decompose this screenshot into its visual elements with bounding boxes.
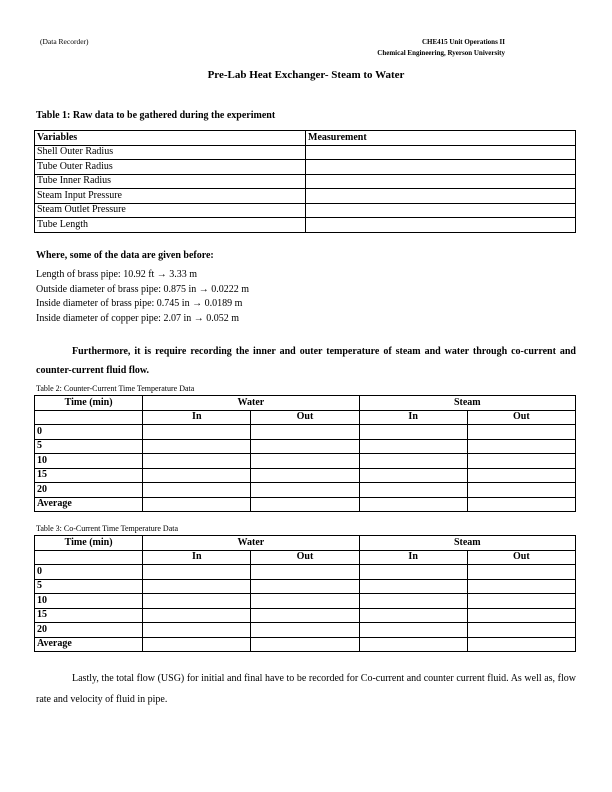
data-cell[interactable] <box>143 637 251 652</box>
time-header: Time (min) <box>35 536 143 551</box>
data-cell[interactable] <box>359 454 467 469</box>
data-cell[interactable] <box>467 637 575 652</box>
steam-out-header: Out <box>467 410 575 425</box>
variable-cell: Tube Length <box>35 218 306 233</box>
data-cell[interactable] <box>359 425 467 440</box>
data-cell[interactable] <box>143 565 251 580</box>
average-cell: Average <box>35 637 143 652</box>
measurement-cell[interactable] <box>306 160 576 175</box>
table-row <box>35 454 576 469</box>
time-cell: 5 <box>35 579 143 594</box>
paragraph-recording: Furthermore, it is require recording the inner and outer temperature of steam and water through co-current and counter-current fluid flow. <box>36 346 576 376</box>
given-line: Inside diameter of copper pipe: 2.07 in → 0.052 m <box>36 312 240 324</box>
water-header: Water <box>143 536 359 551</box>
given-line: Inside diameter of brass pipe: 0.745 in → 0.0189 m <box>36 298 243 309</box>
table-row <box>35 637 576 652</box>
data-cell[interactable] <box>467 497 575 512</box>
variable-cell: Steam Input Pressure <box>35 189 306 204</box>
data-cell[interactable] <box>143 439 251 454</box>
data-cell[interactable] <box>143 425 251 440</box>
counter-current-table <box>34 395 576 512</box>
table-row <box>35 439 576 454</box>
time-cell: 0 <box>35 565 143 580</box>
time-cell: 20 <box>35 623 143 638</box>
data-cell[interactable] <box>467 425 575 440</box>
time-cell: 0 <box>35 425 143 440</box>
table-row <box>35 594 576 609</box>
data-cell[interactable] <box>359 468 467 483</box>
table-row <box>35 203 576 218</box>
data-cell[interactable] <box>143 623 251 638</box>
data-cell[interactable] <box>467 483 575 498</box>
time-cell: 15 <box>35 608 143 623</box>
time-cell: 10 <box>35 594 143 609</box>
time-cell: 15 <box>35 468 143 483</box>
steam-header: Steam <box>359 536 575 551</box>
variable-cell: Steam Outlet Pressure <box>35 203 306 218</box>
water-header: Water <box>143 396 359 411</box>
table-row <box>35 565 576 580</box>
data-cell[interactable] <box>359 579 467 594</box>
table-row <box>35 145 576 160</box>
data-cell[interactable] <box>251 425 359 440</box>
variable-cell: Shell Outer Radius <box>35 145 306 160</box>
data-cell[interactable] <box>251 454 359 469</box>
data-cell[interactable] <box>467 565 575 580</box>
measurement-header: Measurement <box>306 131 576 146</box>
time-cell: 10 <box>35 454 143 469</box>
data-cell[interactable] <box>251 439 359 454</box>
steam-in-header: In <box>359 550 467 565</box>
data-cell[interactable] <box>359 608 467 623</box>
measurement-cell[interactable] <box>306 174 576 189</box>
table-row <box>35 579 576 594</box>
blank-header <box>35 550 143 565</box>
time-cell: 5 <box>35 439 143 454</box>
water-out-header: Out <box>251 550 359 565</box>
water-in-header: In <box>143 410 251 425</box>
data-cell[interactable] <box>467 454 575 469</box>
given-line: Outside diameter of brass pipe: 0.875 in → 0.0222 m <box>36 283 250 295</box>
water-in-header: In <box>143 550 251 565</box>
data-cell[interactable] <box>143 468 251 483</box>
table-header-row <box>35 536 576 551</box>
steam-header: Steam <box>359 396 575 411</box>
data-cell[interactable] <box>143 579 251 594</box>
data-cell[interactable] <box>251 579 359 594</box>
data-cell[interactable] <box>143 594 251 609</box>
data-cell[interactable] <box>467 468 575 483</box>
given-data-list <box>36 268 249 326</box>
data-cell[interactable] <box>359 565 467 580</box>
raw-data-table <box>34 130 576 233</box>
data-cell[interactable] <box>467 623 575 638</box>
data-cell[interactable] <box>251 483 359 498</box>
table-subheader-row <box>35 410 576 425</box>
table-row <box>35 425 576 440</box>
paragraph-flow: Lastly, the total flow (USG) for initial and final have to be recorded for Co-current and counter current fluid. As well as, flow rate and velocity of fluid in pipe. <box>36 673 576 705</box>
data-cell[interactable] <box>467 579 575 594</box>
data-cell[interactable] <box>143 454 251 469</box>
co-current-table <box>34 535 576 652</box>
table-row <box>35 160 576 175</box>
variables-header: Variables <box>35 131 306 146</box>
variable-cell: Tube Outer Radius <box>35 160 306 175</box>
table-row <box>35 468 576 483</box>
data-cell[interactable] <box>143 483 251 498</box>
table-row <box>35 483 576 498</box>
data-cell[interactable] <box>467 594 575 609</box>
variable-cell: Tube Inner Radius <box>35 174 306 189</box>
time-cell: 20 <box>35 483 143 498</box>
table-row <box>35 174 576 189</box>
table1-caption: Table 1: Raw data to be gathered during the experiment <box>36 110 276 121</box>
data-cell[interactable] <box>251 608 359 623</box>
water-out-header: Out <box>251 410 359 425</box>
measurement-cell[interactable] <box>306 145 576 160</box>
header-right <box>377 37 505 59</box>
average-cell: Average <box>35 497 143 512</box>
page-title: Pre-Lab Heat Exchanger- Steam to Water <box>207 69 405 81</box>
table-subheader-row <box>35 550 576 565</box>
table-row <box>35 497 576 512</box>
table-row <box>35 189 576 204</box>
header-department: Chemical Engineering, Ryerson University <box>377 49 505 57</box>
data-cell[interactable] <box>251 594 359 609</box>
header-course: CHE415 Unit Operations II <box>421 38 505 46</box>
data-cell[interactable] <box>359 497 467 512</box>
data-cell[interactable] <box>251 637 359 652</box>
data-cell[interactable] <box>251 468 359 483</box>
table-header-row <box>35 131 576 146</box>
table3-caption: Table 3: Co-Current Time Temperature Data <box>36 524 179 533</box>
measurement-cell[interactable] <box>306 189 576 204</box>
given-heading: Where, some of the data are given before: <box>36 250 214 261</box>
table-header-row <box>35 396 576 411</box>
steam-out-header: Out <box>467 550 575 565</box>
table2-caption: Table 2: Counter-Current Time Temperature Data <box>36 384 195 393</box>
data-cell[interactable] <box>359 594 467 609</box>
data-cell[interactable] <box>143 608 251 623</box>
measurement-cell[interactable] <box>306 203 576 218</box>
time-header: Time (min) <box>35 396 143 411</box>
data-cell[interactable] <box>467 439 575 454</box>
data-cell[interactable] <box>359 439 467 454</box>
steam-in-header: In <box>359 410 467 425</box>
data-cell[interactable] <box>251 565 359 580</box>
blank-header <box>35 410 143 425</box>
given-line: Length of brass pipe: 10.92 ft → 3.33 m <box>36 269 198 280</box>
data-cell[interactable] <box>467 608 575 623</box>
data-cell[interactable] <box>359 637 467 652</box>
measurement-cell[interactable] <box>306 218 576 233</box>
table-row <box>35 623 576 638</box>
data-cell[interactable] <box>251 623 359 638</box>
data-cell[interactable] <box>359 483 467 498</box>
table-row <box>35 218 576 233</box>
table-row <box>35 608 576 623</box>
header-left: (Data Recorder) <box>40 37 89 46</box>
data-cell[interactable] <box>251 497 359 512</box>
data-cell[interactable] <box>359 623 467 638</box>
data-cell[interactable] <box>143 497 251 512</box>
